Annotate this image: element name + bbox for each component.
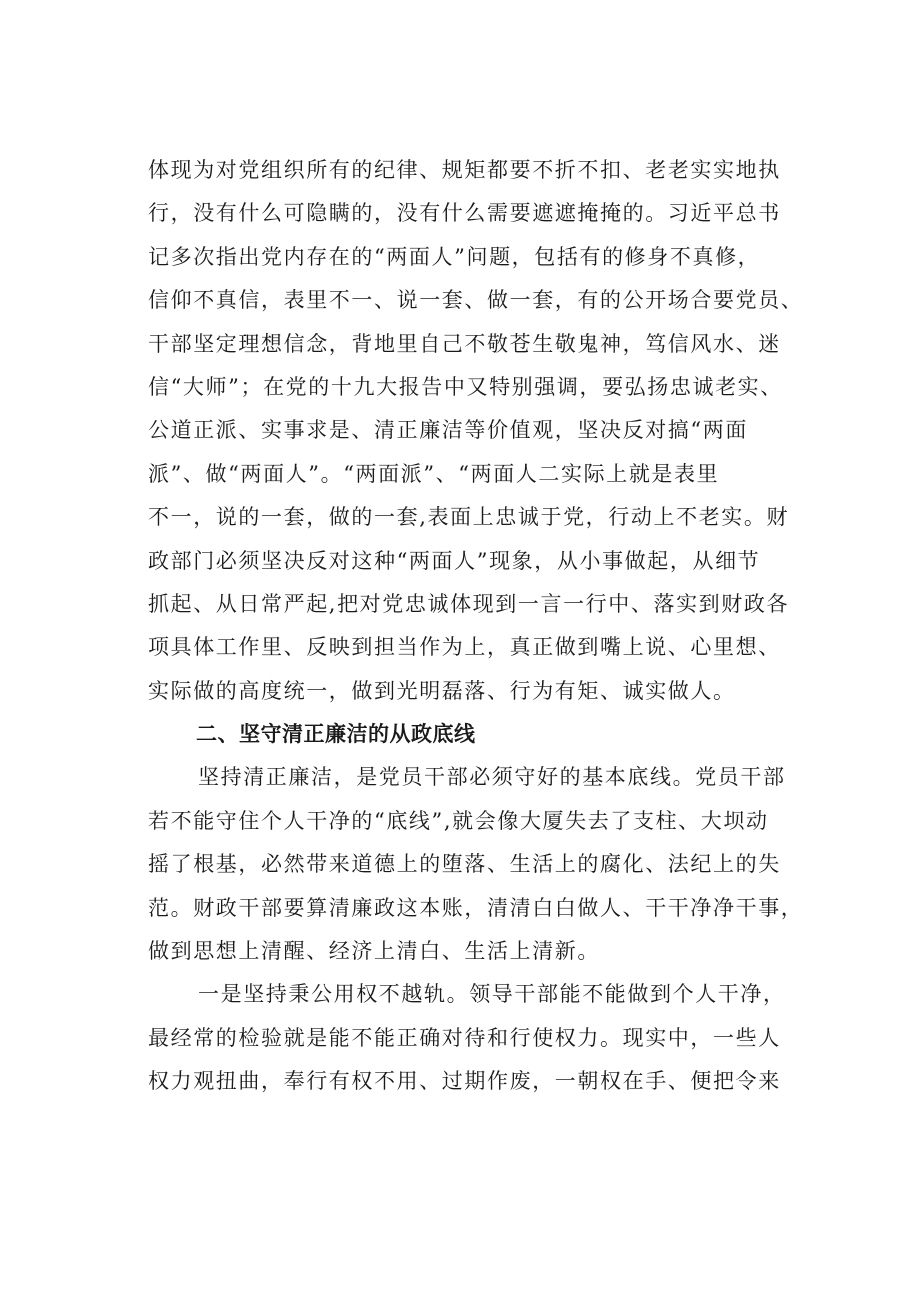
text-line: 坚持清正廉洁，是党员干部必须守好的基本底线。党员干部 xyxy=(198,765,786,790)
text-line: 最经常的检验就是能不能正确对待和行使权力。现实中，一些人 xyxy=(148,1025,781,1050)
text-line: 摇了根基，必然带来道德上的堕落、生活上的腐化、法纪上的失 xyxy=(148,852,781,877)
text-line: 范。财政干部要算清廉政这本账，清清白白做人、干干净净干事， xyxy=(148,895,804,920)
text-line: 抓起、从日常严起,把对党忠诚体现到一言一行中、落实到财政各 xyxy=(148,591,790,616)
text-line: 权力观扭曲，奉行有权不用、过期作废，一朝权在手、便把令来 xyxy=(148,1069,781,1094)
text-line: 政部门必须坚决反对这种“两面人”现象，从小事做起，从细节 xyxy=(148,548,761,573)
section-heading: 二、坚守清正廉洁的从政底线 xyxy=(196,722,476,747)
text-line: 干部坚定理想信念，背地里自己不敬苍生敬鬼神，笃信风水、迷 xyxy=(148,331,781,356)
text-line: 一是坚持秉公用权不越轨。领导干部能不能做到个人干净， xyxy=(198,982,786,1007)
document-body xyxy=(148,149,808,1104)
text-line: 若不能守住个人干净的“底线”,就会像大厦失去了支柱、大坝动 xyxy=(148,808,769,833)
text-line: 公道正派、实事求是、清正廉洁等价值观，坚决反对搞“两面 xyxy=(148,418,748,443)
text-line: 信仰不真信，表里不一、说一套、做一套，有的公开场合要党员、 xyxy=(148,288,804,313)
text-line: 项具体工作里、反映到担当作为上，真正做到嘴上说、心里想、 xyxy=(148,635,781,660)
text-line: 不一，说的一套，做的一套,表面上忠诚于党，行动上不老实。财 xyxy=(148,505,790,530)
text-line: 行，没有什么可隐瞒的，没有什么需要遮遮掩掩的。习近平总书 xyxy=(148,201,781,226)
text-line: 实际做的高度统一，做到光明磊落、行为有矩、诚实做人。 xyxy=(148,678,736,703)
text-line: 体现为对党组织所有的纪律、规矩都要不折不扣、老老实实地执 xyxy=(148,158,781,182)
text-line: 记多次指出党内存在的“两面人”问题，包括有的修身不真修， xyxy=(148,244,761,269)
text-line: 做到思想上清醒、经济上清白、生活上清新。 xyxy=(148,939,600,964)
text-line: 派”、做“两面人”。“两面派”、“两面人二实际上就是表里 xyxy=(148,461,720,486)
text-line: 信“大师”；在党的十九大报告中又特别强调，要弘扬忠诚老实、 xyxy=(148,374,783,399)
